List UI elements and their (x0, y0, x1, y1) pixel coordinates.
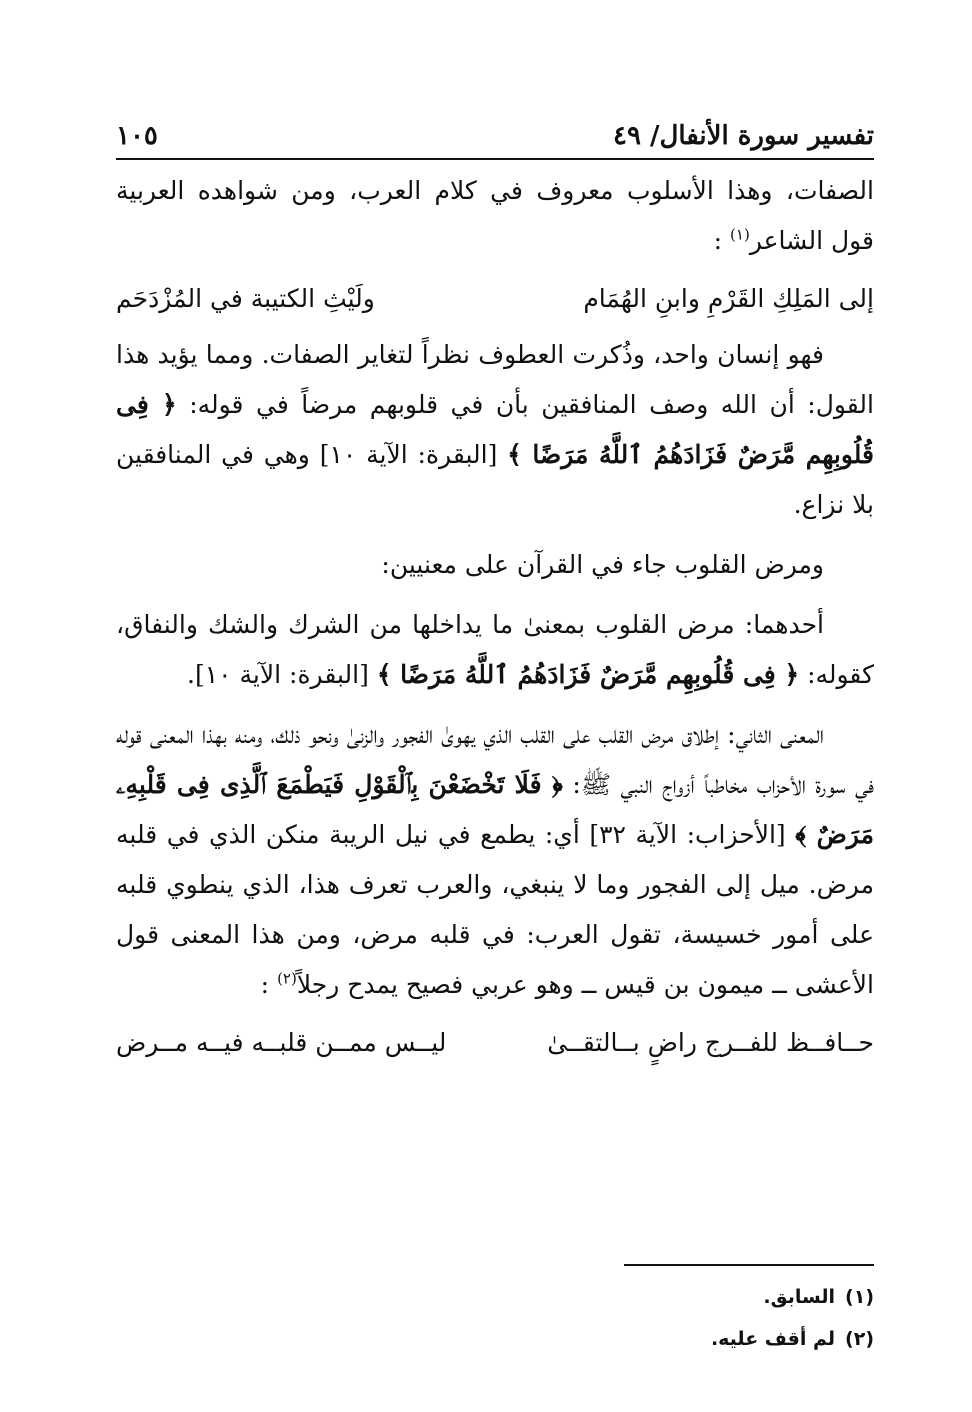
quran-quote-3: ﴿ فَلَا تَخْضَعْنَ بِٱلْقَوْلِ فَيَطْمَعَ ٱلَّذِى فِى قَلْبِهِۦ مَرَضٌ ﴾ (116, 770, 874, 849)
paragraph-4 (116, 600, 874, 700)
running-head (116, 104, 874, 154)
verse-1-second-hemistich: ولَيْثِ الكتيبة في المُزْدَحَم (116, 284, 375, 313)
paragraph-1-text: الصفات، وهذا الأسلوب معروف في كلام العرب، ومن شواهده العربية قول الشاعر (116, 176, 874, 255)
paragraph-5 (116, 710, 874, 1010)
verse-1 (116, 274, 874, 324)
paragraph-5-text: المعنى الثاني: إطلاق مرض القلب على القلب الذي يهوىٰ الفجور والزنىٰ ونحو ذلك، ومنه بهذا المعنى قوله في سورة الأحزاب مخاطباً أزواج النبي ﷺ: (116, 720, 874, 799)
verse-2-first-hemistich: حــافــظ للفــرج راضٍ بــالتقــىٰ (547, 1028, 874, 1057)
paragraph-3-text: ومرض القلوب جاء في القرآن على معنيين: (381, 550, 824, 579)
footnote-ref-1: (١) (730, 225, 750, 244)
paragraph-5-end: [الأحزاب: الآية ٣٢] أي: يطمع في نيل الريبة منكن الذي في قلبه مرض. ميل إلى الفجور وما لا ينبغي، والعرب تعرف هذا، الذي ينطوي قلبه على أمور خسيسة، تقول العرب: في قلبه مرض، ومن هذا المعنى قول الأعشى ــ ميمون بن قيس ــ وهو عربي فصيح يمدح رجلاً (116, 820, 874, 999)
header-rule (116, 158, 874, 160)
quran-quote-2: ﴿ فِى قُلُوبِهِم مَّرَضٌ فَزَادَهُمُ ٱللَّهُ مَرَضًا ﴾ (376, 660, 800, 689)
footnote-2-number: (٢) (845, 1328, 874, 1350)
running-title: تفسير سورة الأنفال/ ٤٩ (612, 121, 874, 151)
book-page (116, 104, 874, 1364)
footnote-rule (624, 1264, 874, 1266)
paragraph-1 (116, 166, 874, 266)
footnote-2-text: لم أقف عليه. (710, 1328, 836, 1350)
verse-2-second-hemistich: ليــس ممــن قلبــه فيــه مــرض (116, 1028, 447, 1057)
footnote-1-number: (١) (845, 1286, 874, 1308)
paragraph-4-text: أحدهما: مرض القلوب بمعنىٰ ما يداخلها من الشرك والشك والنفاق، كقوله: (116, 610, 874, 689)
page-number: ١٠٥ (116, 121, 158, 151)
footnote-ref-2: (٢) (277, 969, 297, 988)
paragraph-2-end: [البقرة: الآية ١٠] وهي في المنافقين بلا نزاع. (116, 440, 874, 519)
paragraph-3 (116, 540, 874, 590)
paragraph-5-tail: : (260, 970, 270, 999)
paragraph-1-end: : (713, 226, 723, 255)
paragraph-2-text: فهو إنسان واحد، وذُكرت العطوف نظراً لتغاير الصفات. ومما يؤيد هذا القول: أن الله وصف المنافقين بأن في قلوبهم مرضاً في قوله: (116, 340, 874, 419)
quran-quote-1: ﴿ فِى قُلُوبِهِم مَّرَضٌ فَزَادَهُمُ ٱللَّهُ مَرَضًا ﴾ (116, 390, 874, 469)
paragraph-2 (116, 330, 874, 530)
footnote-1-text: السابق. (763, 1286, 836, 1308)
footnote-2 (116, 1318, 874, 1360)
footnotes (116, 1276, 874, 1360)
body-text (116, 166, 874, 1068)
verse-1-first-hemistich: إلى المَلِكِ القَرْمِ وابنِ الهُمَام (583, 284, 874, 313)
paragraph-4-end: [البقرة: الآية ١٠]. (187, 660, 369, 689)
footnote-1 (116, 1276, 874, 1318)
verse-2 (116, 1018, 874, 1068)
